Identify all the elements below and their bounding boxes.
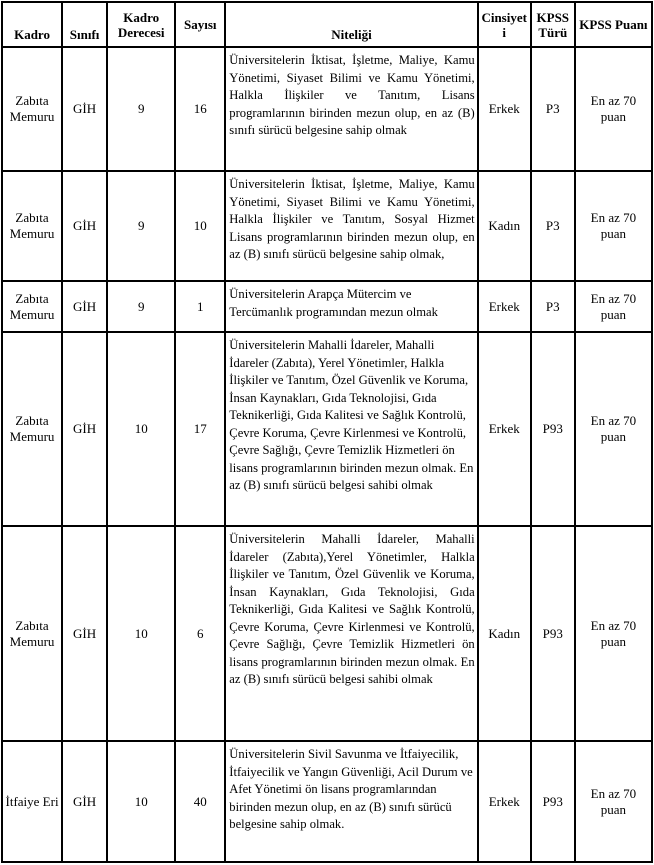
- table-row: [2, 281, 652, 332]
- cell-cinsiyeti: Kadın: [478, 171, 531, 281]
- cell-kadro: Zabıta Memuru: [2, 281, 62, 332]
- cell-kpss-turu: P93: [531, 332, 575, 526]
- table-row: [2, 47, 652, 171]
- header-sinifi: Sınıfı: [62, 2, 107, 47]
- table-header: [2, 2, 652, 47]
- cell-sayisi: 17: [175, 332, 225, 526]
- cell-cinsiyeti: Erkek: [478, 741, 531, 862]
- header-kpss-puani: KPSS Puanı: [575, 2, 652, 47]
- cell-kadro: Zabıta Memuru: [2, 47, 62, 171]
- cell-kpss-puani: En az 70 puan: [575, 171, 652, 281]
- cell-kpss-puani: En az 70 puan: [575, 741, 652, 862]
- cell-kadro-derecesi: 10: [107, 526, 175, 741]
- cell-kadro-derecesi: 10: [107, 741, 175, 862]
- cell-kpss-puani: En az 70 puan: [575, 281, 652, 332]
- cell-niteligi: Üniversitelerin Sivil Savunma ve İtfaiyecilik, İtfaiyecilik ve Yangın Güvenliği, Acil Durum ve Afet Yönetimi ön lisans programlarından birinden mezun olup, en az (B) sınıfı sürücü belgesine sahip olmak.: [225, 741, 477, 862]
- cell-kpss-puani: En az 70 puan: [575, 47, 652, 171]
- header-cinsiyeti: Cinsiyeti: [478, 2, 531, 47]
- cell-sayisi: 40: [175, 741, 225, 862]
- cell-kadro: Zabıta Memuru: [2, 171, 62, 281]
- table-row: [2, 171, 652, 281]
- cell-cinsiyeti: Erkek: [478, 281, 531, 332]
- cell-cinsiyeti: Erkek: [478, 47, 531, 171]
- cell-kadro-derecesi: 10: [107, 332, 175, 526]
- cell-kpss-turu: P93: [531, 526, 575, 741]
- cell-sinifi: GİH: [62, 332, 107, 526]
- cell-niteligi: Üniversitelerin Mahalli İdareler, Mahalli İdareler (Zabıta),Yerel Yönetimler, Halkla İlişkiler ve Tanıtım, Özel Güvenlik ve Koruma, İnsan Kaynakları, Gıda Teknolojisi, Gıda Teknikerliği, Gıda Kalitesi ve Sağlık Kontrolü, Çevre Koruma, Çevre Kirlenmesi ve Kontrolü, Çevre Sağlığı, Çevre Temizlik Hizmetleri ön lisans programlarının birinden mezun olmak. En az (B) sınıfı sürücü belgesi sahibi olmak: [225, 526, 477, 741]
- cell-sayisi: 10: [175, 171, 225, 281]
- header-sayisi: Sayısı: [175, 2, 225, 47]
- cell-sayisi: 16: [175, 47, 225, 171]
- table-row: [2, 741, 652, 862]
- cell-niteligi: Üniversitelerin Arapça Mütercim ve Tercümanlık programından mezun olmak: [225, 281, 477, 332]
- cell-sinifi: GİH: [62, 47, 107, 171]
- header-niteligi: Niteliği: [225, 2, 477, 47]
- cell-sinifi: GİH: [62, 741, 107, 862]
- cell-kpss-puani: En az 70 puan: [575, 526, 652, 741]
- cell-sinifi: GİH: [62, 171, 107, 281]
- cell-sinifi: GİH: [62, 281, 107, 332]
- cell-cinsiyeti: Erkek: [478, 332, 531, 526]
- cell-kadro-derecesi: 9: [107, 281, 175, 332]
- cell-niteligi: Üniversitelerin Mahalli İdareler, Mahalli İdareler (Zabıta), Yerel Yönetimler, Halkla İlişkiler ve Tanıtım, Özel Güvenlik ve Koruma, İnsan Kaynakları, Gıda Teknolojisi, Gıda Teknikerliği, Gıda Kalitesi ve Sağlık Kontrolü, Çevre Koruma, Çevre Kirlenmesi ve Kontrolü, Çevre Sağlığı, Çevre Temizlik Hizmetleri ön lisans programlarının birinden mezun olmak. En az (B) sınıfı sürücü belgesi sahibi olmak: [225, 332, 477, 526]
- header-kpss-turu: KPSS Türü: [531, 2, 575, 47]
- cell-kadro-derecesi: 9: [107, 171, 175, 281]
- header-kadro: Kadro: [2, 2, 62, 47]
- header-row: [2, 2, 652, 47]
- cell-kadro: İtfaiye Eri: [2, 741, 62, 862]
- table-row: [2, 526, 652, 741]
- header-kadro-derecesi: Kadro Derecesi: [107, 2, 175, 47]
- job-positions-table: [1, 1, 653, 863]
- cell-sayisi: 6: [175, 526, 225, 741]
- cell-kpss-turu: P3: [531, 281, 575, 332]
- cell-sayisi: 1: [175, 281, 225, 332]
- cell-kadro: Zabıta Memuru: [2, 526, 62, 741]
- cell-niteligi: Üniversitelerin İktisat, İşletme, Maliye, Kamu Yönetimi, Siyaset Bilimi ve Kamu Yönetimi, Halkla İlişkiler ve Tanıtım, Lisans programlarının birinden mezun olup, en az (B) sınıfı sürücü belgesine sahip olmak: [225, 47, 477, 171]
- cell-kpss-puani: En az 70 puan: [575, 332, 652, 526]
- table-body: [2, 47, 652, 862]
- cell-kpss-turu: P93: [531, 741, 575, 862]
- cell-kpss-turu: P3: [531, 171, 575, 281]
- cell-niteligi: Üniversitelerin İktisat, İşletme, Maliye, Kamu Yönetimi, Siyaset Bilimi ve Kamu Yönetimi, Halkla İlişkiler ve Tanıtım, Sosyal Hizmet Lisans programlarının birinden mezun olup, en az (B) sınıfı sürücü belgesine sahip olmak,: [225, 171, 477, 281]
- cell-kadro-derecesi: 9: [107, 47, 175, 171]
- cell-sinifi: GİH: [62, 526, 107, 741]
- cell-cinsiyeti: Kadın: [478, 526, 531, 741]
- cell-kadro: Zabıta Memuru: [2, 332, 62, 526]
- cell-kpss-turu: P3: [531, 47, 575, 171]
- table-row: [2, 332, 652, 526]
